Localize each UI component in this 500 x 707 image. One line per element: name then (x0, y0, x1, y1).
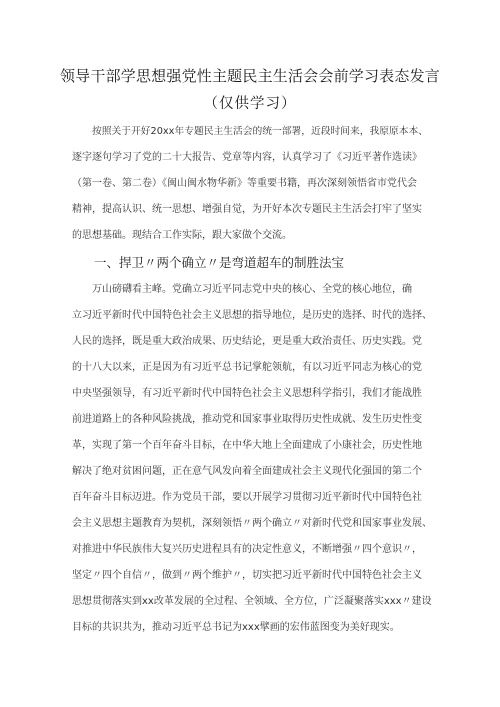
section-line: 立习近平新时代中国特色社会主义思想的指导地位，是历史的选择、时代的选择、 (72, 310, 432, 321)
document-title (0, 67, 500, 85)
section-line: 前进道路上的各种风险挑战，推动党和国家事业取得历史性成就、发生历史性变 (72, 414, 422, 425)
section-paragraph (72, 283, 434, 639)
section-line: 中央坚强领导，有习近平新时代中国特色社会主义思想科学指引，我们才能战胜 (72, 388, 422, 399)
intro-line: 逐字逐句学习了党的二十大报告、党章等内容，认真学习了《习近平著作选读》 (72, 152, 422, 163)
section-line: 万山磅礴看主峰。党确立习近平同志党中央的核心、全党的核心地位，确 (92, 284, 412, 295)
section-line: 对推进中华民族伟大复兴历史进程具有的决定性意义，不断增强〃四个意识〃， (72, 544, 422, 555)
section-line: 解决了绝对贫困问题，正在意气风发向着全面建成社会主义现代化强国的第二个 (72, 466, 422, 477)
document-subtitle (0, 95, 500, 113)
intro-line: 按照关于开好20xx年专题民主生活会的统一部署，近段时间来，我原原本本、 (92, 126, 428, 137)
section-line: 革，实现了第一个百年奋斗目标，在中华大地上全面建成了小康社会，历史性地 (72, 440, 422, 451)
intro-line: 的思想基础。现结合工作实际，跟大家做个交流。 (72, 230, 292, 241)
section-line: 会主义思想主题教育为契机，深刻领悟〃两个确立〃对新时代党和国家事业发展、 (72, 518, 432, 529)
section-line: 目标的共识共为，推动习近平总书记为xxx擘画的宏伟蓝图变为美好现实。 (72, 622, 400, 633)
intro-paragraph (72, 125, 434, 241)
section-line: 百年奋斗目标迈进。作为党员干部，要以开展学习贯彻习近平新时代中国特色社 (72, 492, 422, 503)
intro-line: 精神，提高认识、统一思想、增强自觉，为开好本次专题民主生活会打牢了坚实 (72, 204, 422, 215)
intro-line: （第一卷、第二卷）《闽山闽水物华新》等重要书籍，再次深刻领悟省市党代会 (72, 178, 417, 189)
title-text: （仅供学习） (203, 96, 297, 112)
section-line: 思想贯彻落实到xx改革发展的全过程、全领域、全方位，广泛凝聚落实xxx〃建设 (72, 596, 432, 607)
section-line: 坚定〃四个自信〃，做到〃两个维护〃，切实把习近平新时代中国特色社会主义 (72, 570, 422, 581)
section-line: 人民的选择，既是重大政治成果、历史结论，更是重大政治责任、历史实践。党 (72, 336, 422, 347)
section-heading: 一、捍卫〃两个确立〃是弯道超车的制胜法宝 (94, 255, 345, 270)
title-text: 领导干部学思想强党性主题民主生活会会前学习表态发言 (59, 67, 440, 85)
section-line: 的十八大以来，正是因为有习近平总书记掌舵领航，有以习近平同志为核心的党 (72, 362, 422, 373)
